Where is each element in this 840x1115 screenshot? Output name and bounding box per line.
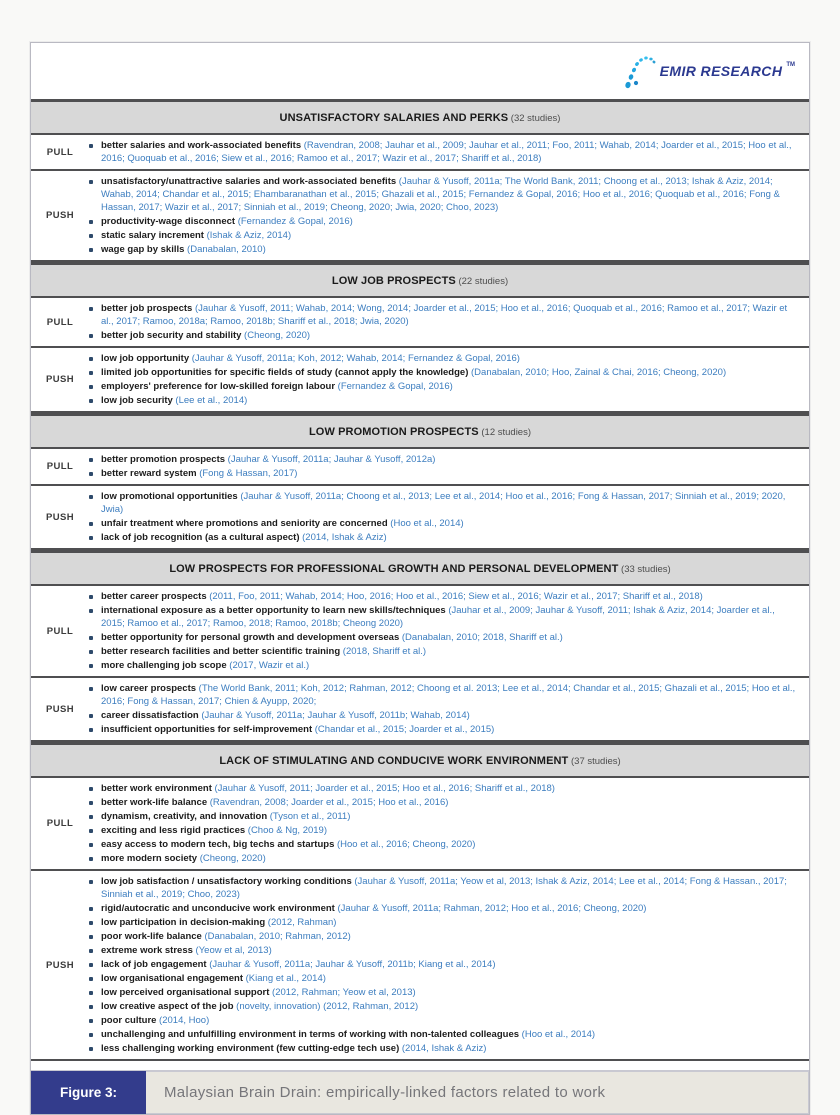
factor-item xyxy=(89,531,799,544)
bullet-icon xyxy=(89,180,93,184)
factor-text-line xyxy=(101,366,726,379)
factor-citations: (Yeow et al, 2013) xyxy=(192,945,272,956)
factor-item xyxy=(89,1028,799,1041)
factor-citations: (Jauhar & Yusoff, 2011a; Koh, 2012; Wahab, 2014; Fernandez & Gopal, 2016) xyxy=(189,353,520,364)
bullet-icon xyxy=(89,357,93,361)
section-title: LOW PROSPECTS FOR PROFESSIONAL GROWTH AND PERSONAL DEVELOPMENT xyxy=(169,563,619,575)
factor-item xyxy=(89,916,799,929)
factor-item xyxy=(89,796,799,809)
factor-citations: (Danabalan, 2010) xyxy=(184,244,266,255)
factor-citations: (Jauhar & Yusoff, 2011; Joarder et al., 2015; Hoo et al., 2016; Shariff et al., 2018) xyxy=(211,783,555,794)
factor-text: low participation in decision-making xyxy=(101,917,266,928)
bullet-icon xyxy=(89,495,93,499)
factor-text: insufficient opportunities for self-improvement xyxy=(101,724,313,735)
pull-row xyxy=(31,449,809,486)
factor-text-line xyxy=(101,329,310,342)
bullet-icon xyxy=(89,935,93,939)
factor-citations: (Jauhar & Yusoff, 2011a; Jauhar & Yusoff, 2012a) xyxy=(225,454,436,465)
pull-items xyxy=(89,449,809,484)
factor-text-line xyxy=(101,824,327,837)
bullet-icon xyxy=(89,248,93,252)
pull-row xyxy=(31,298,809,348)
factor-text-line xyxy=(101,1014,209,1027)
factor-text: better reward system xyxy=(101,468,197,479)
factor-text: better opportunity for personal growth and development overseas xyxy=(101,632,400,643)
factor-text-line xyxy=(101,944,272,957)
factor-text-line xyxy=(101,810,350,823)
factor-item xyxy=(89,930,799,943)
factor-text-line xyxy=(101,902,646,915)
figure-panel xyxy=(30,42,810,1115)
factor-item xyxy=(89,986,799,999)
factor-text: dynamism, creativity, and innovation xyxy=(101,811,268,822)
section-header xyxy=(31,550,809,586)
factor-text-line xyxy=(101,709,470,722)
factor-text-line xyxy=(101,782,555,795)
factor-text-line xyxy=(101,380,453,393)
logo-row xyxy=(31,43,809,99)
logo-wordmark: EMIR RESEARCH xyxy=(659,63,783,79)
factor-citations: (Jauhar & Yusoff, 2011a; Rahman, 2012; Hoo et al., 2016; Cheong, 2020) xyxy=(334,903,647,914)
push-row xyxy=(31,171,809,262)
section-header xyxy=(31,742,809,778)
factor-citations: (2011, Foo, 2011; Wahab, 2014; Hoo, 2016; Hoo et al., 2016; Siew et al., 2016; Wazir et al., 2017; Shariff et al., 2018) xyxy=(206,591,703,602)
bullet-icon xyxy=(89,144,93,148)
factor-item xyxy=(89,709,799,722)
factor-text: extreme work stress xyxy=(101,945,193,956)
factor-item xyxy=(89,302,799,328)
figure-label: Figure 3: xyxy=(31,1071,146,1114)
factor-citations: (Jauhar & Yusoff, 2011a; Jauhar & Yusoff, 2011b; Kiang et al., 2014) xyxy=(206,959,496,970)
factor-text-line xyxy=(101,590,703,603)
factor-item xyxy=(89,490,799,516)
factor-text-line xyxy=(101,517,464,530)
logo-dots-swirl-icon xyxy=(622,52,656,90)
factor-citations: (Fong & Hassan, 2017) xyxy=(196,468,298,479)
logo-trademark: TM xyxy=(786,62,795,68)
pull-label: PULL xyxy=(46,625,74,637)
bullet-icon xyxy=(89,857,93,861)
factor-text: low job opportunity xyxy=(101,353,190,364)
factor-citations: (Cheong, 2020) xyxy=(197,853,266,864)
factor-text: exciting and less rigid practices xyxy=(101,825,246,836)
factor-text-line xyxy=(101,302,799,328)
bullet-icon xyxy=(89,650,93,654)
factor-citations: (Hoo et al., 2016; Cheong, 2020) xyxy=(334,839,476,850)
factor-item xyxy=(89,453,799,466)
factor-citations: (2014, Hoo) xyxy=(156,1015,210,1026)
factor-text: unsatisfactory/unattractive salaries and work-associated benefits xyxy=(101,176,397,187)
section-header xyxy=(31,413,809,449)
bullet-icon xyxy=(89,664,93,668)
factor-text-line xyxy=(101,972,326,985)
bullet-icon xyxy=(89,921,93,925)
factor-text-line xyxy=(101,682,799,708)
pull-label: PULL xyxy=(46,316,74,328)
factor-text-line xyxy=(101,243,266,256)
push-row xyxy=(31,348,809,413)
bullet-icon xyxy=(89,334,93,338)
factor-text-line xyxy=(101,875,799,901)
bullet-icon xyxy=(89,371,93,375)
factor-citations: (Jauhar & Yusoff, 2011a; The World Bank, 2011; Choong et al., 2013; Ishak & Aziz, 2014; Wahab, 2014; Chandar et al., 2015; Ehambaranathan et al., 2015; Ghazali et al., 2015; Fernandez & Gopal, 2016; Hoo et al., 2016; Quoquab et al., 2016; Fong & Hassan, 2017; Wazir et al., 2017; Sinniah et al., 2019; Cheong, 2020; Jwia, 2020; Choo, 2023) xyxy=(101,176,780,213)
factor-text: low job satisfaction / unsatisfactory working conditions xyxy=(101,876,352,887)
factor-text: better job security and stability xyxy=(101,330,242,341)
factor-text: unfair treatment where promotions and seniority are concerned xyxy=(101,518,388,529)
factor-text-line xyxy=(101,916,336,929)
factor-citations: (Chandar et al., 2015; Joarder et al., 2015) xyxy=(312,724,495,735)
factor-text: less challenging working environment (few cutting-edge tech use) xyxy=(101,1043,400,1054)
bullet-icon xyxy=(89,880,93,884)
factor-text: limited job opportunities for specific fields of study (cannot apply the knowledge) xyxy=(101,367,469,378)
factor-text: low perceived organisational support xyxy=(101,987,270,998)
factor-citations: (Ravendran, 2008; Joarder et al., 2015; Hoo et al., 2016) xyxy=(207,797,449,808)
factor-text-line xyxy=(101,139,799,165)
factor-item xyxy=(89,838,799,851)
factor-item xyxy=(89,875,799,901)
factor-text-line xyxy=(101,531,387,544)
factor-item xyxy=(89,467,799,480)
section-studies: (22 studies) xyxy=(455,276,509,287)
factor-text-line xyxy=(101,352,520,365)
factor-citations: (Jauhar & Yusoff, 2011a; Choong et al., 2013; Lee et al., 2014; Hoo et al., 2016; Fong & Hassan, 2017; Sinniah et al., 2019; 2020, Jwia) xyxy=(101,491,786,515)
factor-citations: (2012, Rahman; Yeow et al, 2013) xyxy=(269,987,416,998)
factor-text: poor culture xyxy=(101,1015,157,1026)
push-label: PUSH xyxy=(46,703,74,715)
section-title: LOW PROMOTION PROSPECTS xyxy=(308,426,479,438)
bullet-icon xyxy=(89,843,93,847)
factor-citations: (2014, Ishak & Aziz) xyxy=(399,1043,487,1054)
bullet-icon xyxy=(89,1005,93,1009)
bullet-icon xyxy=(89,536,93,540)
bullet-icon xyxy=(89,687,93,691)
factor-citations: (Hoo et al., 2014) xyxy=(519,1029,596,1040)
factor-citations: (Choo & Ng, 2019) xyxy=(245,825,327,836)
factor-text: better work environment xyxy=(101,783,212,794)
factor-text-line xyxy=(101,604,799,630)
factor-citations: (novelty, innovation) (2012, Rahman, 2012) xyxy=(233,1001,419,1012)
push-items xyxy=(89,871,809,1059)
factor-item xyxy=(89,944,799,957)
bullet-icon xyxy=(89,728,93,732)
factor-text-line xyxy=(101,490,799,516)
factor-item xyxy=(89,380,799,393)
factor-citations: (Danabalan, 2010; Rahman, 2012) xyxy=(201,931,351,942)
factor-text: low creative aspect of the job xyxy=(101,1001,234,1012)
factor-text: better promotion prospects xyxy=(101,454,226,465)
factor-citations: (Kiang et al., 2014) xyxy=(243,973,326,984)
factor-text-line xyxy=(101,796,448,809)
factor-item xyxy=(89,645,799,658)
factor-item xyxy=(89,824,799,837)
section-header xyxy=(31,99,809,135)
bullet-icon xyxy=(89,787,93,791)
factor-text: wage gap by skills xyxy=(101,244,185,255)
factor-item xyxy=(89,1014,799,1027)
factor-citations: (2014, Ishak & Aziz) xyxy=(299,532,387,543)
bullet-icon xyxy=(89,949,93,953)
factor-item xyxy=(89,366,799,379)
factor-citations: (2017, Wazir et al.) xyxy=(226,660,310,671)
factor-text: static salary increment xyxy=(101,230,204,241)
factor-citations: (Lee et al., 2014) xyxy=(172,395,248,406)
factor-item xyxy=(89,902,799,915)
section-title: LOW JOB PROSPECTS xyxy=(331,275,456,287)
factor-citations: (Fernandez & Gopal, 2016) xyxy=(335,381,453,392)
bullet-icon xyxy=(89,307,93,311)
bullet-icon xyxy=(89,458,93,462)
push-row xyxy=(31,486,809,550)
section-studies: (32 studies) xyxy=(508,113,561,124)
factor-text: better job prospects xyxy=(101,303,193,314)
push-items xyxy=(89,348,809,411)
factor-citations: (Jauhar & Yusoff, 2011a; Jauhar & Yusoff, 2011b; Wahab, 2014) xyxy=(198,710,470,721)
section-studies: (37 studies) xyxy=(568,756,621,767)
bullet-icon xyxy=(89,714,93,718)
push-items xyxy=(89,171,809,260)
bullet-icon xyxy=(89,609,93,613)
factor-text-line xyxy=(101,838,475,851)
factor-item xyxy=(89,723,799,736)
push-items xyxy=(89,486,809,548)
factor-text-line xyxy=(101,453,435,466)
factor-item xyxy=(89,659,799,672)
bullet-icon xyxy=(89,385,93,389)
pull-row xyxy=(31,778,809,871)
bullet-icon xyxy=(89,472,93,476)
bullet-icon xyxy=(89,1033,93,1037)
factor-text-line xyxy=(101,930,351,943)
factor-item xyxy=(89,958,799,971)
bullet-icon xyxy=(89,1019,93,1023)
factor-citations: (2018, Shariff et al.) xyxy=(340,646,427,657)
factor-item xyxy=(89,517,799,530)
factor-citations: (Jauhar & Yusoff, 2011; Wahab, 2014; Wong, 2014; Joarder et al., 2015; Hoo et al., 2016; Quoquab et al., 2016; Ramoo et al., 2017; Wazir et al., 2017; Ramoo, 2018a; Ramoo, 2018b; Shariff et al., 2018; Jwia, 2020) xyxy=(101,303,788,327)
pull-items xyxy=(89,586,809,676)
factor-text: rigid/autocratic and unconducive work environment xyxy=(101,903,335,914)
bullet-icon xyxy=(89,991,93,995)
factor-text: productivity-wage disconnect xyxy=(101,216,236,227)
bullet-icon xyxy=(89,907,93,911)
pull-label: PULL xyxy=(46,461,74,472)
factor-text-line xyxy=(101,958,495,971)
pull-label: PULL xyxy=(46,146,74,158)
factor-text: low organisational engagement xyxy=(101,973,243,984)
factor-item xyxy=(89,782,799,795)
factor-text: low job security xyxy=(101,395,173,406)
factor-citations: (Ravendran, 2008; Jauhar et al., 2009; Jauhar et al., 2011; Foo, 2011; Wahab, 2014; Joarder et al., 2015; Hoo et al., 2016; Quoquab et al., 2016; Siew et al., 2016; Ramoo et al., 2017; Wazir et al., 2017; Shariff et al., 2018) xyxy=(101,140,792,164)
bullet-icon xyxy=(89,220,93,224)
factor-item xyxy=(89,215,799,228)
section-title: UNSATISFACTORY SALARIES AND PERKS xyxy=(279,112,509,124)
factor-item xyxy=(89,352,799,365)
factor-text-line xyxy=(101,394,247,407)
factor-citations: (Jauhar et al., 2009; Jauhar & Yusoff, 2011; Ishak & Aziz, 2014; Joarder et al., 2015; Ramoo et al., 2017; Ramoo, 2018; Ramoo, 2018b; Cheong 2020) xyxy=(101,605,775,629)
push-label: PUSH xyxy=(46,210,74,221)
factor-text-line xyxy=(101,659,309,672)
bullet-icon xyxy=(89,977,93,981)
factor-item xyxy=(89,682,799,708)
bullet-icon xyxy=(89,1047,93,1051)
bullet-icon xyxy=(89,801,93,805)
push-label: PUSH xyxy=(46,511,74,523)
factor-citations: (Cheong, 2020) xyxy=(241,330,311,341)
bullet-icon xyxy=(89,234,93,238)
bullet-icon xyxy=(89,522,93,526)
factor-citations: (Tyson et al., 2011) xyxy=(267,811,351,822)
figure-caption-bar xyxy=(31,1070,809,1114)
factors-table xyxy=(31,99,809,1061)
factor-item xyxy=(89,394,799,407)
section-title: LACK OF STIMULATING AND CONDUCIVE WORK ENVIRONMENT xyxy=(219,755,569,767)
push-row xyxy=(31,678,809,742)
factor-text-line xyxy=(101,1000,418,1013)
factor-text: lack of job recognition (as a cultural aspect) xyxy=(101,532,300,543)
push-items xyxy=(89,678,809,740)
factor-citations: (Jauhar & Yusoff, 2011a; Yeow et al, 2013; Ishak & Aziz, 2014; Lee et al., 2014; Fong & Hassan., 2017; Sinniah et al., 2019; Choo, 2023) xyxy=(101,876,787,900)
factor-item xyxy=(89,590,799,603)
factor-text-line xyxy=(101,467,297,480)
factor-item xyxy=(89,1042,799,1055)
factor-text: better career prospects xyxy=(101,591,207,602)
pull-items xyxy=(89,135,809,169)
factor-text: poor work-life balance xyxy=(101,931,202,942)
factor-item xyxy=(89,972,799,985)
emir-research-logo xyxy=(622,52,795,90)
bullet-icon xyxy=(89,829,93,833)
factor-citations: (Danabalan, 2010; 2018, Shariff et al.) xyxy=(399,632,563,643)
factor-text: unchallenging and unfulfilling environment in terms of working with non-talented colleagues xyxy=(101,1029,520,1040)
factor-text: better salaries and work-associated benefits xyxy=(101,140,302,151)
bullet-icon xyxy=(89,399,93,403)
factor-text-line xyxy=(101,229,291,242)
factor-text: more modern society xyxy=(101,853,198,864)
factor-text: better work-life balance xyxy=(101,797,208,808)
section-studies: (12 studies) xyxy=(478,427,532,438)
section-header xyxy=(31,262,809,298)
factor-text-line xyxy=(101,631,563,644)
pull-row xyxy=(31,135,809,171)
factor-item xyxy=(89,329,799,342)
factor-item xyxy=(89,175,799,214)
factor-item xyxy=(89,139,799,165)
factor-citations: (2012, Rahman) xyxy=(265,917,337,928)
pull-items xyxy=(89,298,809,346)
push-label: PUSH xyxy=(46,374,74,385)
factor-item xyxy=(89,1000,799,1013)
factor-text: more challenging job scope xyxy=(101,660,227,671)
factor-item xyxy=(89,604,799,630)
bullet-icon xyxy=(89,595,93,599)
push-label: PUSH xyxy=(46,959,74,971)
factor-item xyxy=(89,631,799,644)
factor-citations: (Hoo et al., 2014) xyxy=(387,518,464,529)
bullet-icon xyxy=(89,963,93,967)
bullet-icon xyxy=(89,815,93,819)
factor-citations: (Fernandez & Gopal, 2016) xyxy=(235,216,353,227)
factor-text: low promotional opportunities xyxy=(101,491,238,502)
factor-text: international exposure as a better opportunity to learn new skills/techniques xyxy=(101,605,446,616)
section-studies: (33 studies) xyxy=(618,564,671,575)
factor-item xyxy=(89,810,799,823)
factor-text-line xyxy=(101,986,416,999)
pull-items xyxy=(89,778,809,869)
factor-text: employers' preference for low-skilled foreign labour xyxy=(101,381,336,392)
factor-text-line xyxy=(101,645,426,658)
bullet-icon xyxy=(89,636,93,640)
factor-text-line xyxy=(101,852,266,865)
factor-text-line xyxy=(101,175,799,214)
pull-label: PULL xyxy=(46,818,74,829)
factor-text-line xyxy=(101,1028,595,1041)
factor-text: career dissatisfaction xyxy=(101,710,199,721)
factor-item xyxy=(89,852,799,865)
factor-citations: (Danabalan, 2010; Hoo, Zainal & Chai, 2016; Cheong, 2020) xyxy=(468,367,727,378)
factor-text-line xyxy=(101,1042,486,1055)
push-row xyxy=(31,871,809,1061)
factor-text: better research facilities and better scientific training xyxy=(101,646,341,657)
factor-text-line xyxy=(101,723,494,736)
factor-text: easy access to modern tech, big techs and startups xyxy=(101,839,335,850)
factor-citations: (The World Bank, 2011; Koh, 2012; Rahman, 2012; Choong et al. 2013; Lee et al., 2014; Chandar et al., 2015; Ghazali et al., 2015; Hoo et al., 2016; Fong & Hassan, 2017; Chien & Ayupp, 2020; xyxy=(101,683,796,707)
factor-text: lack of job engagement xyxy=(101,959,207,970)
factor-citations: (Ishak & Aziz, 2014) xyxy=(203,230,292,241)
factor-item xyxy=(89,229,799,242)
factor-text: low career prospects xyxy=(101,683,197,694)
factor-item xyxy=(89,243,799,256)
factor-text-line xyxy=(101,215,353,228)
figure-caption: Malaysian Brain Drain: empirically-linked factors related to work xyxy=(146,1071,809,1114)
pull-row xyxy=(31,586,809,678)
